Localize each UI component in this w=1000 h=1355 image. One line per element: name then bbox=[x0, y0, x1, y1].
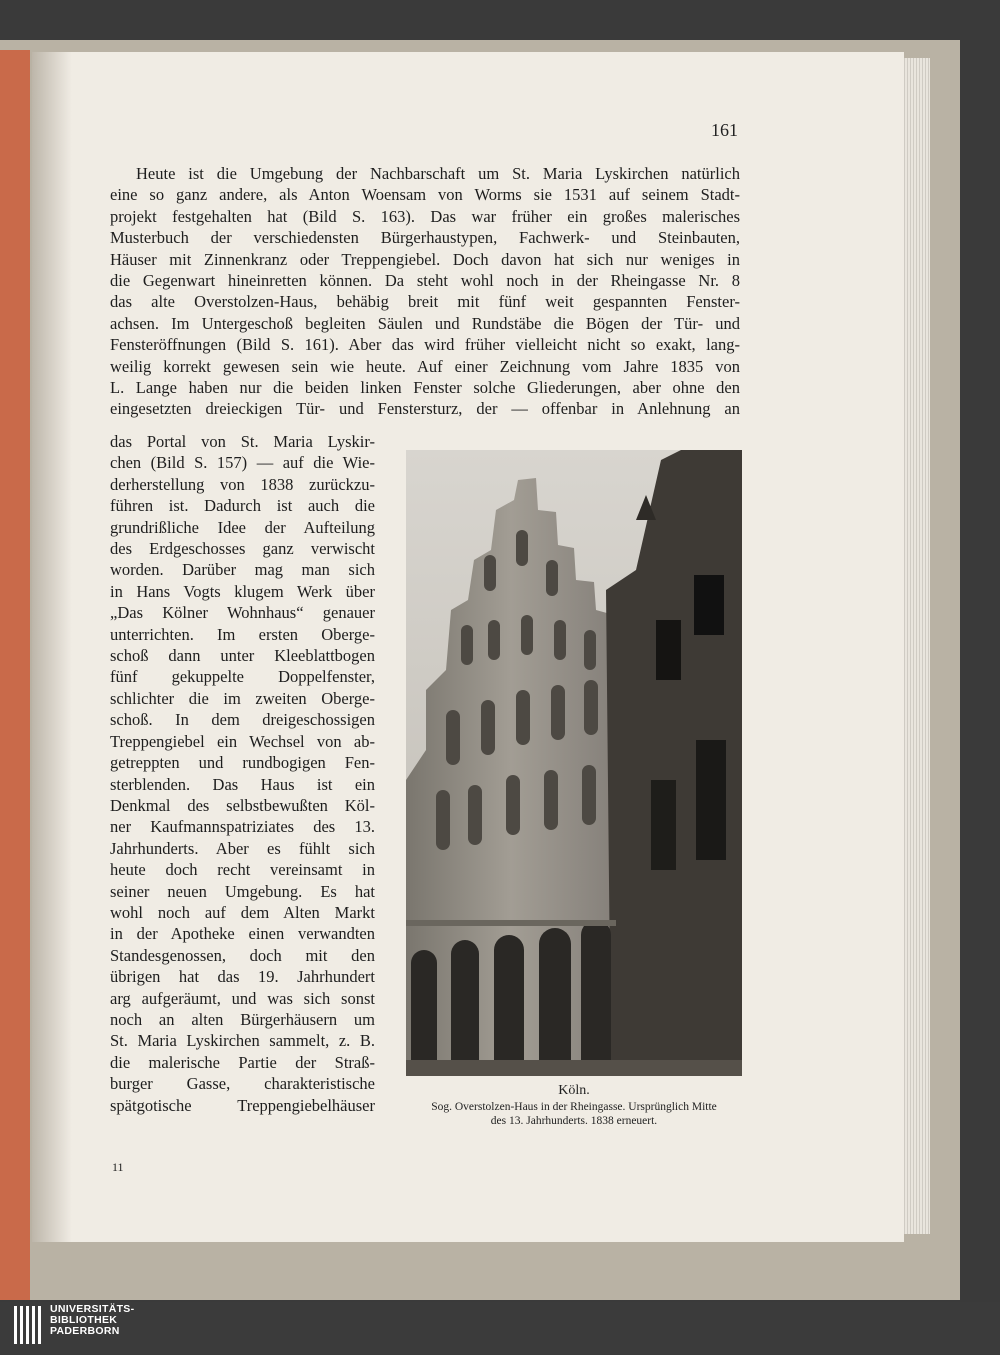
text-line: arg aufgeräumt, und was sich sonst bbox=[110, 988, 375, 1008]
text-line: die Gegenwart hineinretten können. Da steht wohl noch in der Rheingasse Nr. 8 bbox=[110, 271, 740, 291]
text-line: L. Lange haben nur die beiden linken Fenster solche Gliederungen, aber ohne den bbox=[110, 378, 740, 398]
text-line: seiner neuen Umgebung. Es hat bbox=[110, 881, 375, 901]
left-page-edge bbox=[0, 50, 30, 1300]
logo-line: BIBLIOTHEK bbox=[50, 1314, 118, 1326]
library-footer-bar bbox=[0, 1302, 1000, 1354]
text-line: derherstellung von 1838 zurückzu- bbox=[110, 474, 375, 494]
figure-caption bbox=[396, 1100, 752, 1128]
library-logo-icon bbox=[14, 1306, 44, 1355]
logo-line: PADERBORN bbox=[50, 1325, 120, 1337]
text-line: die malerische Partie der Straß- bbox=[110, 1052, 375, 1072]
text-line: schoß. In dem dreigeschossigen bbox=[110, 710, 375, 730]
text-line: getreppten und rundbogigen Fen- bbox=[110, 753, 375, 773]
page-gutter bbox=[32, 52, 72, 1242]
text-line: weilig korrekt gewesen sein wie heute. Auf einer Zeichnung vom Jahre 1835 von bbox=[110, 356, 740, 376]
page-number: 161 bbox=[711, 120, 738, 140]
text-line: des Erdgeschosses ganz verwischt bbox=[110, 539, 375, 559]
text-line: übrigen hat das 19. Jahrhundert bbox=[110, 967, 375, 987]
text-line: schlichter die im zweiten Oberge- bbox=[110, 688, 375, 708]
text-line: ner Kaufmannspatriziates des 13. bbox=[110, 817, 375, 837]
building-photograph bbox=[406, 450, 742, 1076]
text-line: spätgotische Treppengiebelhäuser bbox=[110, 1095, 375, 1115]
text-line: Musterbuch der verschiedensten Bürgerhaustypen, Fachwerk- und Steinbauten, bbox=[110, 228, 740, 248]
text-line: St. Maria Lyskirchen sammelt, z. B. bbox=[110, 1031, 375, 1051]
text-line: schoß dann unter Kleeblattbogen bbox=[110, 646, 375, 666]
text-line: Heute ist die Umgebung der Nachbarschaft um St. Maria Lyskirchen natürlich bbox=[136, 164, 740, 183]
text-line: in Hans Vogts klugem Werk über bbox=[110, 581, 375, 601]
text-line: worden. Darüber mag man sich bbox=[110, 560, 375, 580]
caption-line: Sog. Overstolzen-Haus in der Rheingasse. Ursprünglich Mitte bbox=[431, 1101, 717, 1113]
text-line: projekt festgehalten hat (Bild S. 163). Das war früher ein großes malerisches bbox=[110, 206, 740, 226]
text-line: Treppengiebel ein Wechsel von ab- bbox=[110, 731, 375, 751]
text-line: wohl noch auf dem Alten Markt bbox=[110, 902, 375, 922]
text-line: Fensteröffnungen (Bild S. 161). Aber das wird früher vielleicht nicht so exakt, lang- bbox=[110, 335, 740, 355]
caption-line: des 13. Jahrhunderts. 1838 erneuert. bbox=[490, 1115, 658, 1127]
text-line: Jahrhunderts. Aber es fühlt sich bbox=[110, 838, 375, 858]
text-line: das alte Overstolzen-Haus, behäbig breit mit fünf weit gespannten Fenster- bbox=[110, 292, 740, 312]
text-line: achsen. Im Untergeschoß begleiten Säulen und Rundstäbe die Bögen der Tür- und bbox=[110, 313, 740, 333]
text-line: Standesgenossen, doch mit den bbox=[110, 945, 375, 965]
text-line: eingesetzten dreieckigen Tür- und Fenstersturz, der — offenbar in Anlehnung an bbox=[110, 399, 740, 419]
text-line: unterrichten. Im ersten Oberge- bbox=[110, 624, 375, 644]
text-line: heute doch recht vereinsamt in bbox=[110, 860, 375, 880]
text-line: „Das Kölner Wohnhaus“ genauer bbox=[110, 603, 375, 623]
full-width-paragraph bbox=[110, 163, 740, 420]
figure-caption-title: Köln. bbox=[558, 1083, 590, 1098]
text-line: führen ist. Dadurch ist auch die bbox=[110, 496, 375, 516]
logo-line: UNIVERSITÄTS- bbox=[50, 1303, 135, 1315]
library-logo-text bbox=[50, 1304, 134, 1337]
text-line: grundrißliche Idee der Aufteilung bbox=[110, 517, 375, 537]
text-line: in der Apotheke einen verwandten bbox=[110, 924, 375, 944]
text-line: das Portal von St. Maria Lyskir- bbox=[110, 432, 375, 451]
text-line: burger Gasse, charakteristische bbox=[110, 1074, 375, 1094]
text-line: noch an alten Bürgerhäusern um bbox=[110, 1009, 375, 1029]
text-line: Denkmal des selbstbewußten Köl- bbox=[110, 795, 375, 815]
text-line: fünf gekuppelte Doppelfenster, bbox=[110, 667, 375, 687]
text-line: eine so ganz andere, als Anton Woensam von Worms sie 1531 auf seinem Stadt- bbox=[110, 185, 740, 205]
text-line: sterblenden. Das Haus ist ein bbox=[110, 774, 375, 794]
text-line: Häuser mit Zinnenkranz oder Treppengiebel. Doch davon hat sich nur weniges in bbox=[110, 249, 740, 269]
text-line: chen (Bild S. 157) — auf die Wie- bbox=[110, 453, 375, 473]
left-column-paragraph bbox=[110, 431, 375, 1116]
sheet-signature: 11 bbox=[112, 1160, 124, 1174]
